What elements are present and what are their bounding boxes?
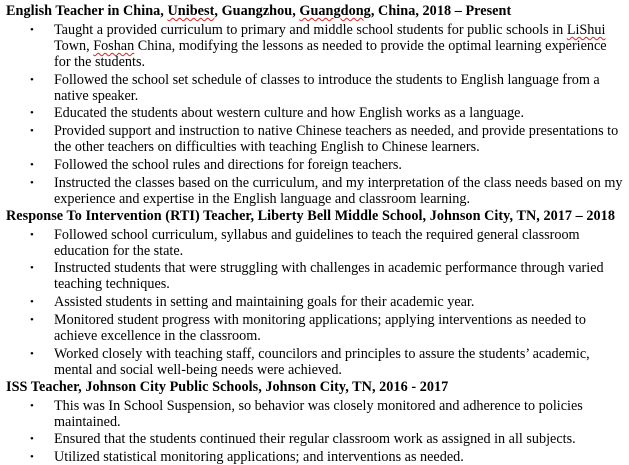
resume-experience xyxy=(6,2,626,465)
bullet-icon: • xyxy=(30,176,34,189)
list-item xyxy=(6,312,626,344)
job-heading-iss-teacher: ISS Teacher, Johnson City Public Schools, Johnson City, TN, 2016 - 2017 xyxy=(6,378,449,395)
text: Town, xyxy=(54,37,94,54)
bullet-icon: • xyxy=(30,73,34,86)
heading-part: English Teacher in China, xyxy=(6,3,168,19)
bullet-list xyxy=(6,398,626,465)
bullet-icon: • xyxy=(30,262,34,275)
heading-part: , Guangzhou, xyxy=(214,3,300,19)
text: Assisted students in setting and maintaining goals for their academic year. xyxy=(54,294,475,311)
heading-part: , China, 2018 – Present xyxy=(370,3,512,19)
list-item xyxy=(6,157,626,173)
text: Followed the school rules and directions for foreign teachers. xyxy=(54,156,402,173)
bullet-icon: • xyxy=(30,433,34,446)
job-heading-rti-teacher: Response To Intervention (RTI) Teacher, Liberty Bell Middle School, Johnson City, TN, 2017 – 2018 xyxy=(6,207,615,224)
text: This was In School Suspension, so behavior was closely monitored and adherence to policies maintained. xyxy=(54,397,583,430)
text: Monitored student progress with monitoring applications; applying interventions as needed to achieve excellence in the classroom. xyxy=(54,311,586,344)
text: Educated the students about western culture and how English works as a language. xyxy=(54,105,525,122)
text: Provided support and instruction to native Chinese teachers as needed, and provide presentations to the other teachers on difficulties with teaching English to Chinese learners. xyxy=(54,123,619,156)
list-item xyxy=(6,72,626,104)
misspelled-word[interactable]: Guangdong xyxy=(299,3,371,19)
list-item xyxy=(6,449,626,465)
list-item xyxy=(6,227,626,259)
misspelled-word[interactable]: Unibest xyxy=(167,3,215,19)
misspelled-word[interactable]: Foshan xyxy=(93,37,135,54)
bullet-icon: • xyxy=(30,228,34,241)
text: Instructed the classes based on the curriculum, and my interpretation of the class needs based on my experience and expertise in the English language and classroom learning. xyxy=(54,174,623,207)
misspelled-word[interactable]: LiShui xyxy=(566,21,606,38)
bullet-icon: • xyxy=(30,347,34,360)
bullet-icon: • xyxy=(30,107,34,120)
bullet-icon: • xyxy=(30,313,34,326)
bullet-icon: • xyxy=(30,23,34,36)
list-item xyxy=(6,294,626,310)
bullet-list xyxy=(6,22,626,207)
text: Worked closely with teaching staff, councilors and principles to assure the students’ academic, mental and social well-being needs were achieved. xyxy=(54,345,590,378)
text: Instructed students that were struggling with challenges in academic performance through varied teaching techniques. xyxy=(54,260,604,293)
text: Ensured that the students continued their regular classroom work as assigned in all subjects. xyxy=(54,431,576,448)
text: Utilized statistical monitoring applications; and interventions as needed. xyxy=(54,449,464,465)
text: China, modifying the lessons as needed to provide the optimal learning experience for the students. xyxy=(54,37,607,70)
text: Followed the school set schedule of classes to introduce the students to English language from a native speaker. xyxy=(54,71,600,104)
text: Taught a provided curriculum to primary and middle school students for public schools in xyxy=(54,21,567,38)
bullet-icon: • xyxy=(30,399,34,412)
text: Followed school curriculum, syllabus and guidelines to teach the required general classroom education for the state. xyxy=(54,226,580,259)
bullet-icon: • xyxy=(30,451,34,464)
list-item xyxy=(6,105,626,121)
list-item xyxy=(6,431,626,447)
list-item xyxy=(6,175,626,207)
bullet-list xyxy=(6,227,626,378)
list-item xyxy=(6,260,626,292)
list-item xyxy=(6,123,626,155)
bullet-icon: • xyxy=(30,125,34,138)
list-item xyxy=(6,398,626,430)
bullet-icon: • xyxy=(30,296,34,309)
list-item xyxy=(6,22,626,70)
job-heading-english-teacher xyxy=(6,3,626,20)
bullet-icon: • xyxy=(30,158,34,171)
list-item xyxy=(6,346,626,378)
